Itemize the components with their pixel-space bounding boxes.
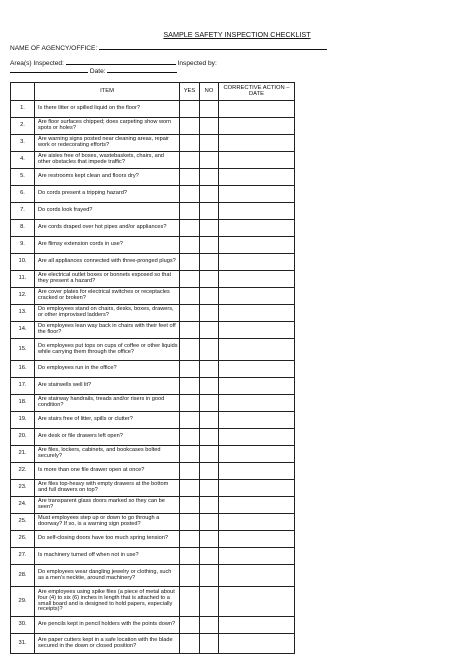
table-row [11, 361, 295, 378]
yes-checkbox-cell[interactable] [180, 169, 200, 186]
table-row [11, 254, 295, 271]
no-checkbox-cell[interactable] [200, 565, 219, 587]
no-checkbox-cell[interactable] [200, 514, 219, 531]
yes-checkbox-cell[interactable] [180, 135, 200, 152]
no-checkbox-cell[interactable] [200, 322, 219, 339]
row-number: 24. [11, 497, 35, 514]
corrective-action-cell[interactable] [219, 305, 295, 322]
row-number: 7. [11, 203, 35, 220]
yes-checkbox-cell[interactable] [180, 378, 200, 395]
row-number: 19. [11, 412, 35, 429]
yes-checkbox-cell[interactable] [180, 237, 200, 254]
row-number: 5. [11, 169, 35, 186]
row-item-text: Are pencils kept in pencil holders with the points down? [35, 617, 180, 634]
row-item-text: Are aisles free of boxes, wastebaskets, chairs, and other obstacles that impede traffic? [35, 152, 180, 169]
row-item-text: Are employees using spike files (a piece of metal about four (4) to six (6) inches in length that is attached to a small board and is designed to hold papers, especially receipts)? [35, 587, 180, 617]
no-checkbox-cell[interactable] [200, 186, 219, 203]
row-number: 26. [11, 531, 35, 548]
yes-checkbox-cell[interactable] [180, 254, 200, 271]
table-row [11, 412, 295, 429]
row-item-text: Are all appliances connected with three-pronged plugs? [35, 254, 180, 271]
corrective-action-cell[interactable] [219, 463, 295, 480]
no-checkbox-cell[interactable] [200, 531, 219, 548]
no-column-header: NO [200, 83, 219, 101]
row-number: 15. [11, 339, 35, 361]
areas-label: Area(s) Inspected: [10, 60, 64, 67]
table-row [11, 378, 295, 395]
corrective-action-cell[interactable] [219, 497, 295, 514]
corrective-action-cell[interactable] [219, 514, 295, 531]
row-number: 1. [11, 101, 35, 118]
table-row [11, 135, 295, 152]
row-number: 8. [11, 220, 35, 237]
corrective-action-cell[interactable] [219, 288, 295, 305]
row-item-text: Are cover plates for electrical switches or receptacles cracked or broken? [35, 288, 180, 305]
table-row [11, 514, 295, 531]
row-number: 14. [11, 322, 35, 339]
row-number: 31. [11, 634, 35, 654]
table-row [11, 395, 295, 412]
row-number: 9. [11, 237, 35, 254]
corrective-action-cell[interactable] [219, 135, 295, 152]
row-number: 18. [11, 395, 35, 412]
table-row [11, 169, 295, 186]
table-row [11, 565, 295, 587]
table-row [11, 531, 295, 548]
table-row [11, 446, 295, 463]
item-column-header: ITEM [35, 83, 180, 101]
no-checkbox-cell[interactable] [200, 169, 219, 186]
row-number: 2. [11, 118, 35, 135]
yes-checkbox-cell[interactable] [180, 587, 200, 617]
corrective-action-cell[interactable] [219, 271, 295, 288]
no-checkbox-cell[interactable] [200, 305, 219, 322]
table-row [11, 587, 295, 617]
page-title: SAMPLE SAFETY INSPECTION CHECKLIST [163, 30, 311, 39]
table-row [11, 322, 295, 339]
no-checkbox-cell[interactable] [200, 135, 219, 152]
yes-checkbox-cell[interactable] [180, 514, 200, 531]
table-row [11, 237, 295, 254]
row-number: 23. [11, 480, 35, 497]
yes-checkbox-cell[interactable] [180, 152, 200, 169]
yes-checkbox-cell[interactable] [180, 565, 200, 587]
no-checkbox-cell[interactable] [200, 101, 219, 118]
row-item-text: Are files, lockers, cabinets, and bookcases bolted securely? [35, 446, 180, 463]
checklist-table [10, 82, 295, 654]
no-checkbox-cell[interactable] [200, 378, 219, 395]
yes-checkbox-cell[interactable] [180, 203, 200, 220]
no-checkbox-cell[interactable] [200, 497, 219, 514]
yes-checkbox-cell[interactable] [180, 480, 200, 497]
row-item-text: Do cords present a tripping hazard? [35, 186, 180, 203]
yes-checkbox-cell[interactable] [180, 634, 200, 654]
table-row [11, 634, 295, 654]
no-checkbox-cell[interactable] [200, 254, 219, 271]
row-number: 12. [11, 288, 35, 305]
table-row [11, 220, 295, 237]
corrective-action-cell[interactable] [219, 480, 295, 497]
row-number: 21. [11, 446, 35, 463]
row-item-text: Are stairs free of litter, spills or clutter? [35, 412, 180, 429]
table-row [11, 288, 295, 305]
table-row [11, 617, 295, 634]
date-field-row [10, 66, 177, 75]
row-number: 20. [11, 429, 35, 446]
yes-checkbox-cell[interactable] [180, 220, 200, 237]
row-item-text: Do employees lean way back in chairs with their feet off the floor? [35, 322, 180, 339]
yes-checkbox-cell[interactable] [180, 548, 200, 565]
corrective-action-cell[interactable] [219, 118, 295, 135]
row-number: 29. [11, 587, 35, 617]
yes-checkbox-cell[interactable] [180, 305, 200, 322]
no-checkbox-cell[interactable] [200, 395, 219, 412]
corrective-action-cell[interactable] [219, 429, 295, 446]
number-column-header [11, 83, 35, 101]
table-row [11, 101, 295, 118]
table-row [11, 271, 295, 288]
no-checkbox-cell[interactable] [200, 412, 219, 429]
corrective-action-cell[interactable] [219, 587, 295, 617]
corrective-action-cell[interactable] [219, 101, 295, 118]
corrective-action-cell[interactable] [219, 412, 295, 429]
yes-checkbox-cell[interactable] [180, 531, 200, 548]
row-item-text: Is machinery turned off when not in use? [35, 548, 180, 565]
no-checkbox-cell[interactable] [200, 548, 219, 565]
corrective-action-cell[interactable] [219, 378, 295, 395]
agency-label: NAME OF AGENCY/OFFICE: [10, 45, 98, 52]
row-item-text: Are electrical outlet boxes or bonnets exposed so that they present a hazard? [35, 271, 180, 288]
yes-checkbox-cell[interactable] [180, 412, 200, 429]
corrective-action-cell[interactable] [219, 446, 295, 463]
table-row [11, 339, 295, 361]
row-item-text: Do self-closing doors have too much spring tension? [35, 531, 180, 548]
row-item-text: Must employees step up or down to go through a doorway? If so, is a warning sign posted? [35, 514, 180, 531]
corrective-action-cell[interactable] [219, 395, 295, 412]
table-row [11, 152, 295, 169]
date-label: Date: [89, 68, 106, 75]
row-number: 16. [11, 361, 35, 378]
table-header-row [11, 83, 295, 101]
row-number: 30. [11, 617, 35, 634]
corrective-action-cell[interactable] [219, 152, 295, 169]
no-checkbox-cell[interactable] [200, 220, 219, 237]
table-row [11, 463, 295, 480]
no-checkbox-cell[interactable] [200, 587, 219, 617]
yes-checkbox-cell[interactable] [180, 339, 200, 361]
row-number: 28. [11, 565, 35, 587]
yes-checkbox-cell[interactable] [180, 497, 200, 514]
no-checkbox-cell[interactable] [200, 339, 219, 361]
row-item-text: Are cords draped over hot pipes and/or appliances? [35, 220, 180, 237]
yes-checkbox-cell[interactable] [180, 186, 200, 203]
corrective-action-cell[interactable] [219, 339, 295, 361]
table-row [11, 305, 295, 322]
corrective-action-cell[interactable] [219, 169, 295, 186]
row-item-text: Are transparent glass doors marked so they can be seen? [35, 497, 180, 514]
corrective-action-cell[interactable] [219, 361, 295, 378]
row-number: 17. [11, 378, 35, 395]
yes-checkbox-cell[interactable] [180, 288, 200, 305]
row-item-text: Are files top-heavy with empty drawers at the bottom and full drawers on top? [35, 480, 180, 497]
row-item-text: Are restrooms kept clean and floors dry? [35, 169, 180, 186]
no-checkbox-cell[interactable] [200, 634, 219, 654]
inspected-by-label: Inspected by: [177, 60, 217, 67]
yes-checkbox-cell[interactable] [180, 429, 200, 446]
corrective-action-cell[interactable] [219, 322, 295, 339]
row-item-text: Are stairwells well lit? [35, 378, 180, 395]
row-number: 4. [11, 152, 35, 169]
row-item-text: Are warning signs posted near cleaning areas, repair work or redecorating efforts? [35, 135, 180, 152]
row-item-text: Do employees stand on chairs, desks, boxes, drawers, or other improvised ladders? [35, 305, 180, 322]
row-item-text: Are stairway handrails, treads and/or risers in good condition? [35, 395, 180, 412]
table-row [11, 118, 295, 135]
no-checkbox-cell[interactable] [200, 118, 219, 135]
corrective-action-cell[interactable] [219, 186, 295, 203]
yes-checkbox-cell[interactable] [180, 446, 200, 463]
agency-field-row [10, 43, 327, 52]
table-row [11, 203, 295, 220]
row-item-text: Are flimsy extension cords in use? [35, 237, 180, 254]
row-number: 3. [11, 135, 35, 152]
row-number: 25. [11, 514, 35, 531]
no-checkbox-cell[interactable] [200, 446, 219, 463]
no-checkbox-cell[interactable] [200, 617, 219, 634]
corrective-action-cell[interactable] [219, 548, 295, 565]
yes-checkbox-cell[interactable] [180, 101, 200, 118]
table-row [11, 480, 295, 497]
row-item-text: Do cords look frayed? [35, 203, 180, 220]
date-field[interactable] [107, 66, 177, 73]
table-row [11, 429, 295, 446]
no-checkbox-cell[interactable] [200, 480, 219, 497]
yes-checkbox-cell[interactable] [180, 271, 200, 288]
row-item-text: Do employees wear dangling jewelry or clothing, such as a men's necktie, around machinery? [35, 565, 180, 587]
corrective-action-cell[interactable] [219, 220, 295, 237]
yes-checkbox-cell[interactable] [180, 322, 200, 339]
areas-field[interactable] [66, 58, 176, 65]
yes-checkbox-cell[interactable] [180, 463, 200, 480]
corrective-action-cell[interactable] [219, 565, 295, 587]
corrective-action-cell[interactable] [219, 237, 295, 254]
row-item-text: Are floor surfaces chipped; does carpeting show worn spots or holes? [35, 118, 180, 135]
row-number: 13. [11, 305, 35, 322]
action-column-header: CORRECTIVE ACTION – DATE [219, 83, 295, 101]
no-checkbox-cell[interactable] [200, 361, 219, 378]
row-item-text: Do employees run in the office? [35, 361, 180, 378]
yes-checkbox-cell[interactable] [180, 617, 200, 634]
no-checkbox-cell[interactable] [200, 237, 219, 254]
inspector-field[interactable] [10, 66, 88, 73]
corrective-action-cell[interactable] [219, 634, 295, 654]
no-checkbox-cell[interactable] [200, 463, 219, 480]
corrective-action-cell[interactable] [219, 617, 295, 634]
yes-column-header: YES [180, 83, 200, 101]
yes-checkbox-cell[interactable] [180, 118, 200, 135]
no-checkbox-cell[interactable] [200, 429, 219, 446]
no-checkbox-cell[interactable] [200, 288, 219, 305]
no-checkbox-cell[interactable] [200, 271, 219, 288]
table-row [11, 497, 295, 514]
table-row [11, 186, 295, 203]
corrective-action-cell[interactable] [219, 531, 295, 548]
row-item-text: Do employees put tops on cups of coffee or other liquids while carrying them through the office? [35, 339, 180, 361]
no-checkbox-cell[interactable] [200, 203, 219, 220]
row-number: 11. [11, 271, 35, 288]
row-number: 10. [11, 254, 35, 271]
no-checkbox-cell[interactable] [200, 152, 219, 169]
row-number: 27. [11, 548, 35, 565]
row-item-text: Are paper cutters kept in a safe location with the blade secured in the down or closed position? [35, 634, 180, 654]
agency-field[interactable] [99, 43, 327, 50]
row-number: 6. [11, 186, 35, 203]
yes-checkbox-cell[interactable] [180, 395, 200, 412]
row-item-text: Are desk or file drawers left open? [35, 429, 180, 446]
table-row [11, 548, 295, 565]
corrective-action-cell[interactable] [219, 254, 295, 271]
row-item-text: Is there litter or spilled liquid on the floor? [35, 101, 180, 118]
corrective-action-cell[interactable] [219, 203, 295, 220]
row-item-text: Is more than one file drawer open at once? [35, 463, 180, 480]
yes-checkbox-cell[interactable] [180, 361, 200, 378]
row-number: 22. [11, 463, 35, 480]
